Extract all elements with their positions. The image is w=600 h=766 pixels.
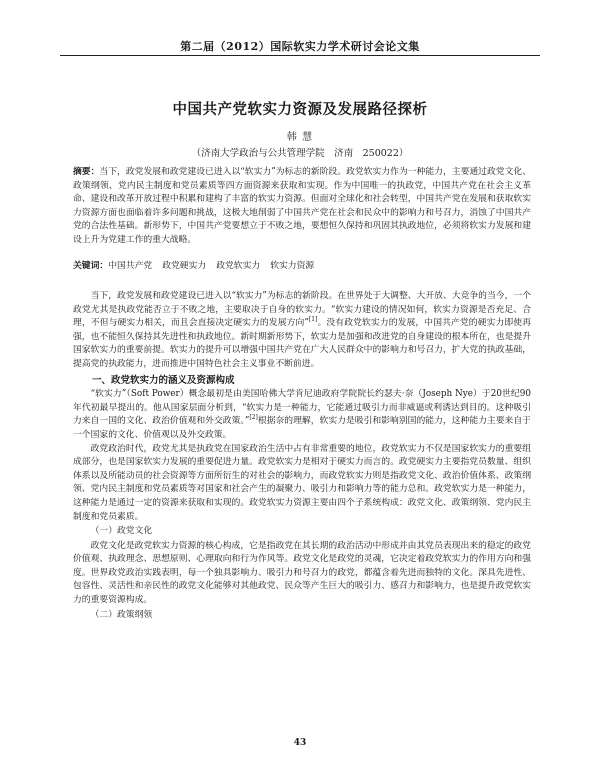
paragraph-text: 根据奈的理解，软实力是吸引和影响别国的能力，这种能力主要来自于一个国家的文化、价值观以及外交政策。 <box>73 416 531 440</box>
subsection-heading: （二）政策纲领 <box>90 609 153 620</box>
paragraph-text: 当下，政党发展和政党建设已进入以“软实力”为标志的新阶段。在世界处于大调整、大开放、大竞争的当今，一个政党尤其是执政党能否立于不败之地，主要取决于自身的软实力。“软实力建设的情况如何，软实力资源是否充足、合理，不但与硬实力相关，而且会直接决定硬实力的发展方向” <box>73 291 531 329</box>
page-number: 43 <box>293 738 307 748</box>
body-paragraph: 政党文化是政党软实力资源的核心构成，它是指政党在其长期的政治活动中形成并由其党员表现出来的稳定的政党价值观、执政理念、思想原则、心理取向和行为作风等。政党文化是政党的灵魂，它决定着政党软实力的作用方向和强度。世界政党政治实践表明，每一个独具影响力、吸引力和号召力的政党，都蕴含着先进而独特的文化。深具先进性、包容性、灵活性和亲民性的政党文化能够对其他政党、民众等产生巨大的吸引力、感召力和影响力，也是提升政党软实力的重要资源构成。 <box>73 540 531 606</box>
author-name: 韩 慧 <box>286 132 314 143</box>
section-heading: 一、政党软实力的涵义及资源构成 <box>92 374 235 386</box>
citation-ref: [1] <box>308 316 318 324</box>
abstract <box>73 166 531 247</box>
header-rule <box>60 55 540 56</box>
keyword-item: 中国共产党 <box>108 261 153 271</box>
body-paragraph: 政党政治时代，政党尤其是执政党在国家政治生活中占有非常重要的地位，政党软实力不仅是国家软实力的重要组成部分，也是国家软实力发展的重要促进力量。政党软实力是相对于硬实力而言的。政党硬实力主要指党员数量、组织体系以及所能动员的社会资源等方面所衍生的对社会的影响力，而政党软实力则是指政党文化、政治价值体系、政策纲领、党内民主制度和党员素质等对国家和社会产生的凝聚力、吸引力和影响力等的能力总和。政党软实力是一种能力，这种能力是通过一定的资源来获取和实现的。政党软实力资源主要由四个子系统构成：政党文化、政策纲领、党内民主制度和党员素质。 <box>73 443 531 522</box>
keyword-item: 政党硬实力 <box>162 261 207 271</box>
keyword-item: 软实力资源 <box>270 261 315 271</box>
keyword-item: 政党软实力 <box>216 261 261 271</box>
author-affiliation: （济南大学政治与公共管理学院 济南 250022） <box>191 148 409 159</box>
abstract-text: 当下，政党发展和政党建设已进入以“软实力”为标志的新阶段。政党软实力作为一种能力，主要通过政党文化、政策纲领、党内民主制度和党员素质等四方面资源来获取和实现。作为中国唯一的执政党，中国共产党在社会主义革命、建设和改革开放过程中积累和建构了丰富的软实力资源。但面对全球化和社会转型，中国共产党在发展和获取软实力资源方面也面临着许多问题和挑战，这极大地削弱了中国共产党在社会和民众中的影响力和号召力，消蚀了中国共产党的合法性基础。新形势下，中国共产党要想立于不败之地，要想恒久保持和巩固其执政地位，必须将软实力发展和建设上升为党建工作的重大战略。 <box>73 167 531 245</box>
running-head: 第二届（2012）国际软实力学术研讨会论文集 <box>180 40 420 53</box>
paper-title: 中国共产党软实力资源及发展路径探析 <box>172 101 428 118</box>
keywords-label: 关键词： <box>73 261 109 271</box>
body-paragraph <box>73 388 531 442</box>
citation-ref: [2] <box>249 414 258 422</box>
keywords <box>73 260 531 274</box>
body-text <box>73 290 531 623</box>
paragraph-text: “软实力”（Soft Power）概念最初是由美国哈佛大学肯尼迪政府学院院长约瑟夫·奈（Joseph Nye）于20世纪90年代初最早提出的。他从国家层面分析到，“软实力是一种能力，它能通过吸引力而非威逼或利诱达到目的。这种吸引力来自一国的文化、政治价值观和外交政策。” <box>73 389 531 427</box>
subsection-heading: （一）政党文化 <box>90 526 153 537</box>
abstract-label: 摘要： <box>73 167 100 177</box>
paragraph-text: 。没有政党软实力的发展，中国共产党的硬实力即使再强，也不能恒久保持其先进性和执政地位。新时期新形势下，软实力是加强和改进党的自身建设的根本所在，也是提升国家软实力的重要前提。软实力的提升可以增强中国共产党在广大人民群众中的影响力和号召力，扩大党的执政基础，提高党的执政能力，进而推进中国特色社会主义事业不断前进。 <box>73 318 531 369</box>
body-paragraph <box>73 290 531 372</box>
